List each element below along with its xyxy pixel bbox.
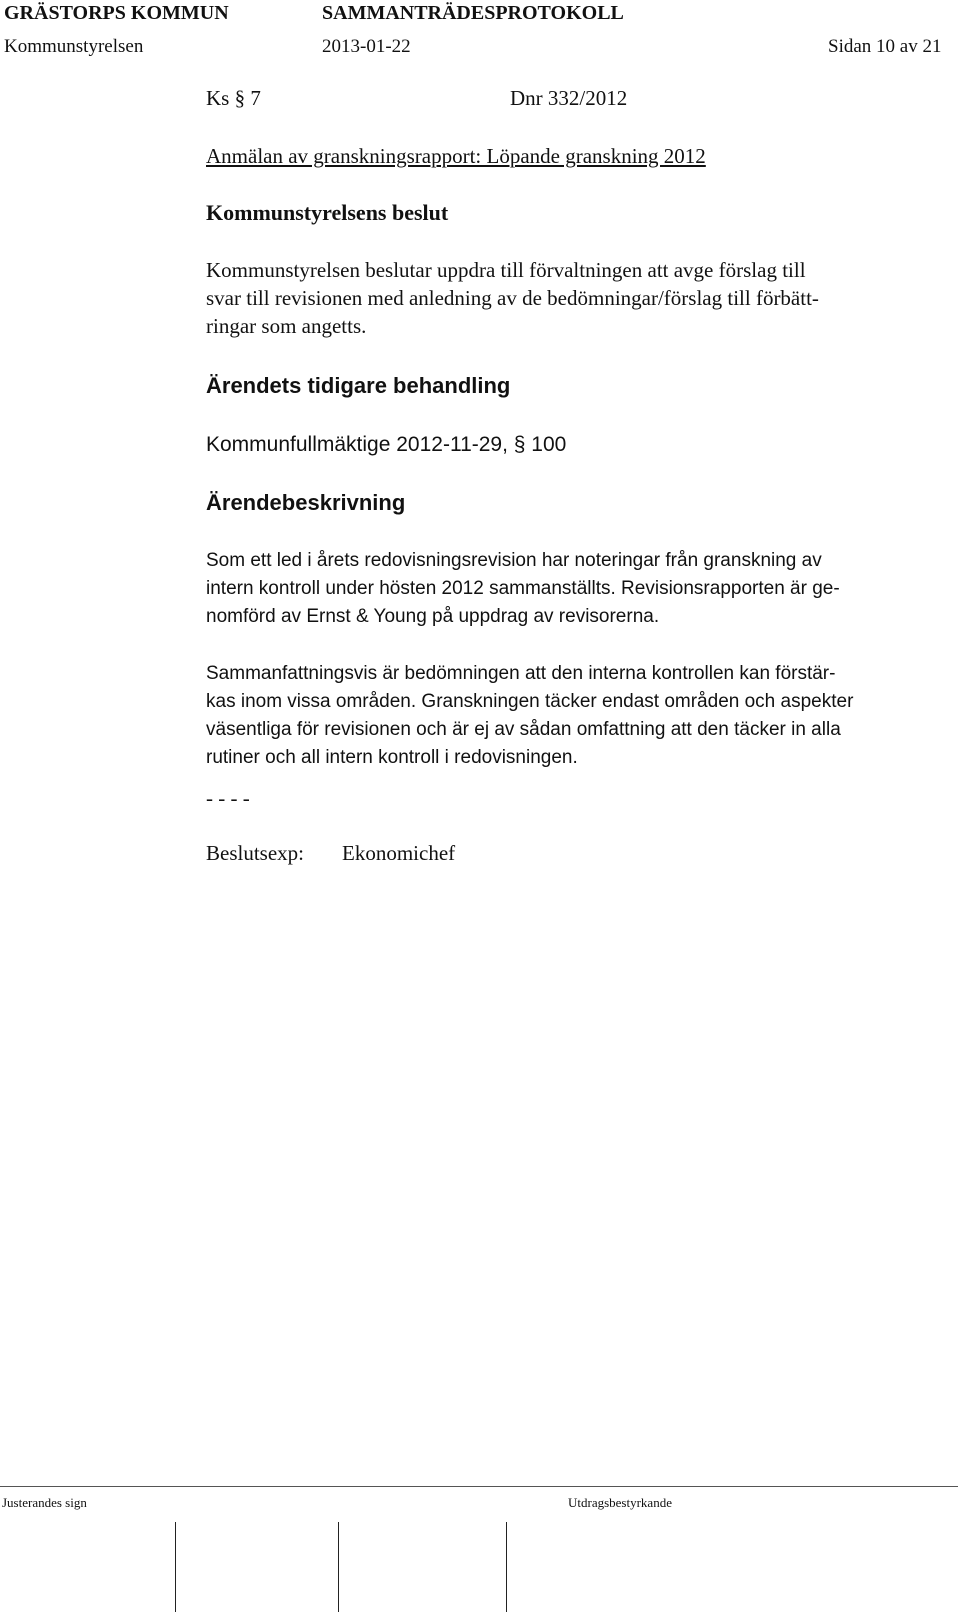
section-separator: - - - -: [206, 786, 250, 810]
signature-box-divider: [506, 1522, 507, 1612]
decision-line: Kommunstyrelsen beslutar uppdra till förvaltningen att avge förslag till: [206, 258, 806, 282]
case-number: Ks § 7: [206, 86, 261, 110]
previous-handling-heading: Ärendets tidigare behandling: [206, 373, 511, 398]
footer-rule: [0, 1486, 958, 1487]
page-indicator: Sidan 10 av 21: [828, 36, 942, 57]
case-title: Anmälan av granskningsrapport: Löpande granskning 2012: [206, 144, 706, 168]
meeting-date: 2013-01-22: [322, 36, 411, 57]
decision-text: [206, 256, 958, 340]
signature-box-divider: [338, 1522, 339, 1612]
description-line: nomförd av Ernst & Young på uppdrag av revisorerna.: [206, 606, 660, 627]
municipality-name: GRÄSTORPS KOMMUN: [4, 2, 229, 24]
decision-line: svar till revisionen med anledning av de bedömningar/förslag till förbätt-: [206, 286, 819, 310]
description-line: intern kontroll under hösten 2012 sammanställts. Revisionsrapporten är ge-: [206, 578, 840, 599]
previous-handling-text: Kommunfullmäktige 2012-11-29, § 100: [206, 433, 567, 456]
description-line: väsentliga för revisionen och är ej av sådan omfattning att den täcker in alla: [206, 719, 841, 740]
description-paragraph-1: [206, 547, 958, 631]
committee-name: Kommunstyrelsen: [4, 36, 144, 57]
decision-heading: Kommunstyrelsens beslut: [206, 200, 449, 225]
dispatch-recipient: Ekonomichef: [342, 841, 456, 865]
description-paragraph-2: [206, 660, 958, 772]
description-line: kas inom vissa områden. Granskningen täcker endast områden och aspekter: [206, 691, 854, 712]
footer-certification-label: Utdragsbestyrkande: [568, 1495, 672, 1510]
document-type: SAMMANTRÄDESPROTOKOLL: [322, 2, 624, 24]
decision-line: ringar som angetts.: [206, 314, 367, 338]
description-heading: Ärendebeskrivning: [206, 490, 406, 515]
diary-number: Dnr 332/2012: [510, 86, 628, 110]
footer-signature-label: Justerandes sign: [2, 1495, 87, 1510]
signature-box-divider: [175, 1522, 176, 1612]
dispatch-label: Beslutsexp:: [206, 841, 304, 865]
description-line: rutiner och all intern kontroll i redovisningen.: [206, 747, 578, 768]
description-line: Som ett led i årets redovisningsrevision har noteringar från granskning av: [206, 550, 822, 571]
description-line: Sammanfattningsvis är bedömningen att den interna kontrollen kan förstär-: [206, 663, 836, 684]
